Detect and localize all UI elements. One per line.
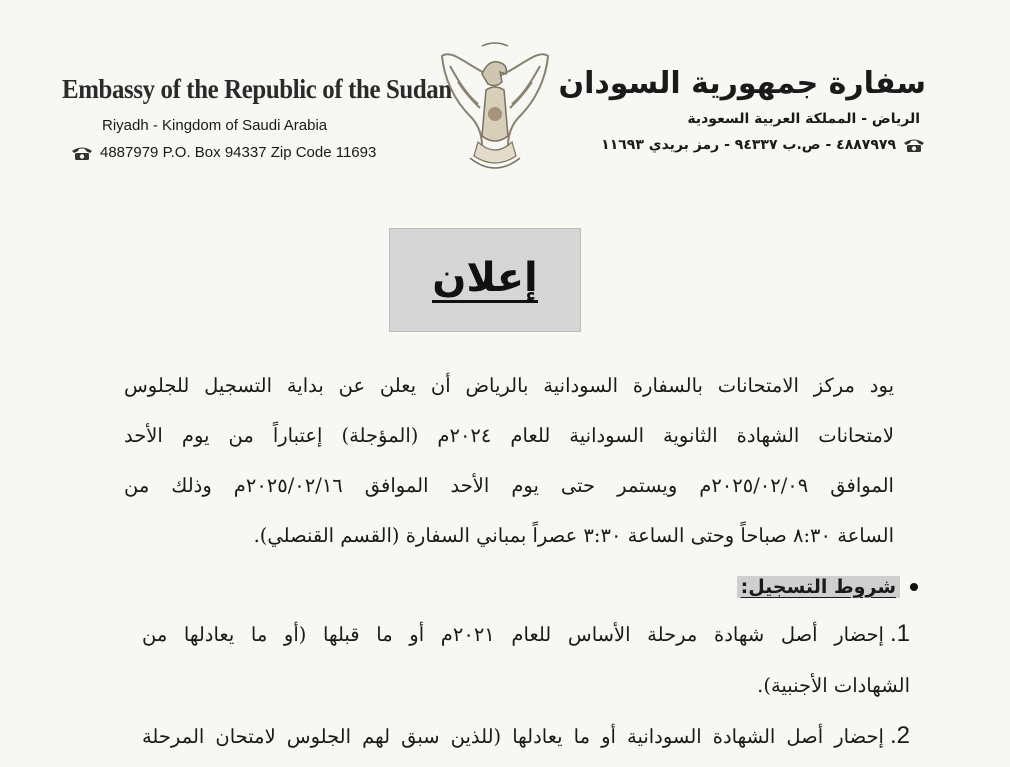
embassy-name-english: Embassy of the Republic of the Sudan bbox=[62, 74, 452, 104]
condition-text: إحضار أصل شهادة مرحلة الأساس للعام ٢٠٢١م أو ما قبلها (أو ما يعادلها من bbox=[141, 623, 884, 646]
announcement-body bbox=[124, 374, 894, 574]
body-line: الموافق ٢٠٢٥/٠٢/٠٩م ويستمر حتى يوم الأحد الموافق ٢٠٢٥/٠٢/١٦م وذلك من bbox=[124, 474, 894, 497]
embassy-contact-english bbox=[70, 144, 422, 161]
condition-item bbox=[142, 620, 910, 648]
condition-text-continued: الشهادات الأجنبية). bbox=[757, 674, 910, 697]
condition-text: إحضار أصل الشهادة السودانية أو ما يعادلها (للذين سبق لهم الجلوس لامتحان المرحلة bbox=[141, 725, 884, 748]
body-line: الساعة ٨:٣٠ صباحاً وحتى الساعة ٣:٣٠ عصراً بمباني السفارة (القسم القنصلي). bbox=[253, 524, 894, 547]
header-arabic bbox=[558, 66, 926, 153]
contact-text: 4887979 P.O. Box 94337 Zip Code 11693 bbox=[100, 144, 377, 161]
bullet-icon bbox=[910, 583, 918, 591]
header-english bbox=[62, 74, 452, 161]
embassy-contact-arabic bbox=[566, 137, 926, 153]
telephone-icon bbox=[70, 145, 94, 161]
telephone-icon bbox=[902, 137, 926, 153]
announcement-box bbox=[389, 228, 581, 332]
embassy-location-arabic: الرياض - المملكة العربية السعودية bbox=[687, 111, 920, 127]
sudan-emblem-icon bbox=[430, 38, 560, 188]
body-line: لامتحانات الشهادة الثانوية السودانية للعام ٢٠٢٤م (المؤجلة) إعتباراً من يوم الأحد bbox=[124, 424, 894, 447]
conditions-title: شروط التسجيل: bbox=[737, 576, 900, 598]
condition-item bbox=[142, 722, 910, 750]
embassy-location-english: Riyadh - Kingdom of Saudi Arabia bbox=[102, 117, 328, 134]
announcement-title: إعلان bbox=[432, 254, 538, 301]
body-line: يود مركز الامتحانات بالسفارة السودانية بالرياض أن يعلن عن بداية التسجيل للجلوس bbox=[124, 374, 894, 397]
condition-number: 2. bbox=[889, 722, 910, 749]
conditions-heading bbox=[737, 576, 918, 598]
contact-text-arabic: ٤٨٨٧٩٧٩ - ص.ب ٩٤٣٣٧ - رمز بريدي ١١٦٩٣ bbox=[601, 137, 896, 153]
condition-number: 1. bbox=[889, 620, 910, 647]
embassy-name-arabic: سفارة جمهورية السودان bbox=[558, 66, 926, 101]
